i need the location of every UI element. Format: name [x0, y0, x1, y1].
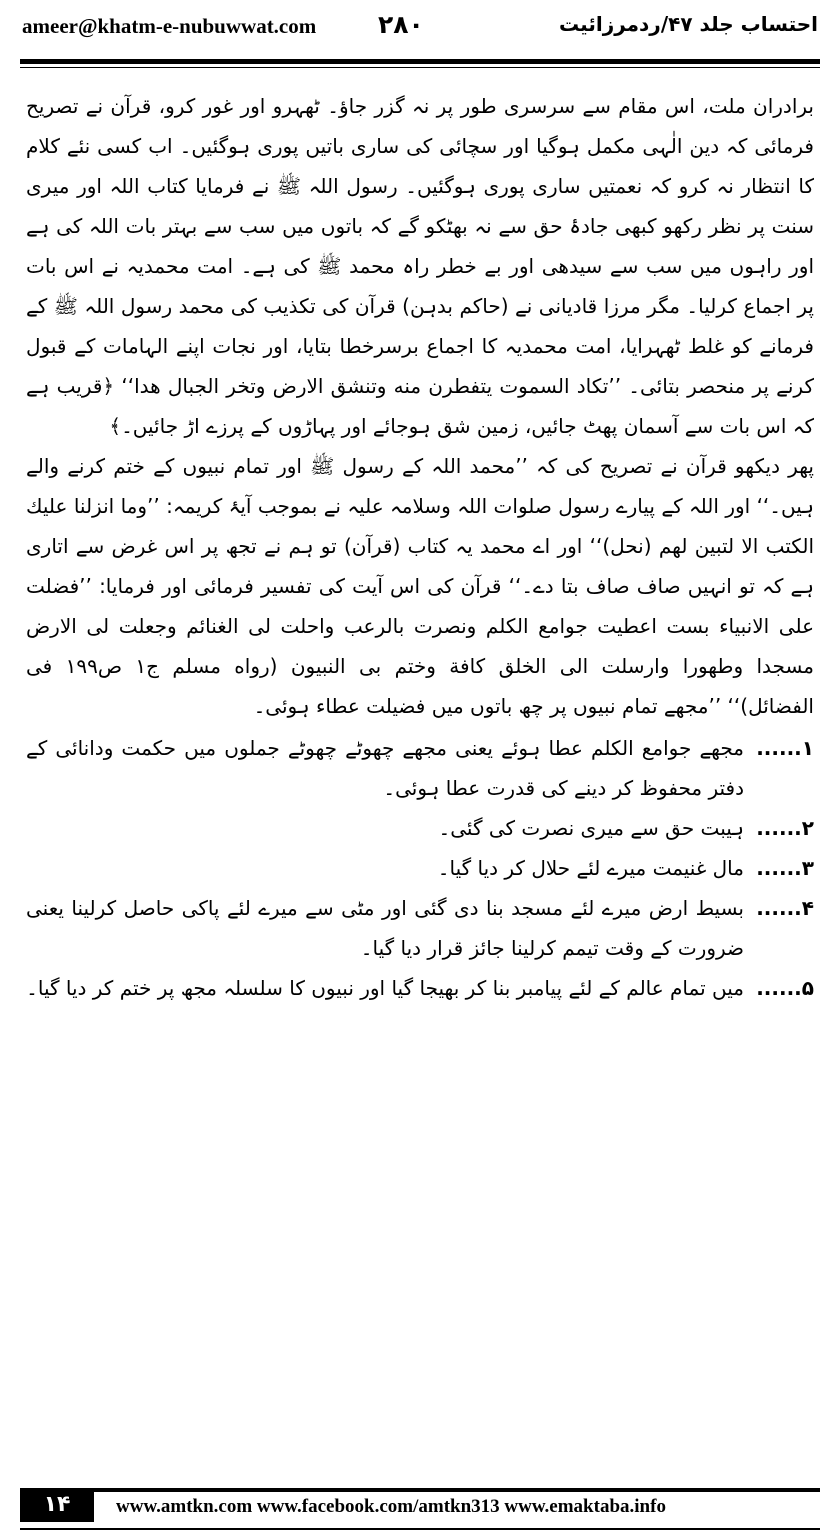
footer-rule-top — [94, 1488, 820, 1492]
page-header — [0, 0, 840, 64]
header-rule-thick — [20, 59, 820, 64]
page-footer — [0, 1482, 840, 1540]
list-item-number: ۲...... — [756, 816, 814, 840]
paragraph-1: برادران ملت، اس مقام سے سرسری طور پر نہ گزر جاؤ۔ ٹھہرو اور غور کرو، قرآن نے تصریح فرمائی کہ دین الٰہی مکمل ہوگیا اور سچائی کی ساری باتیں پوری ہوگئیں۔ اب کسی نئے کلام کا انتظار نہ کرو کہ نعمتیں ساری پوری ہوگئیں۔ رسول اللہ ﷺ نے فرمایا کتاب اللہ اور میری سنت پر نظر رکھو کبھی جادۂ حق سے نہ بھٹکو گے کہ باتوں میں سب سے بہتر بات اللہ کی ہے اور راہوں میں سب سے سیدھی اور بے خطر راہ محمد ﷺ کی ہے۔ امت محمدیہ نے اس بات پر اجماع کرلیا۔ مگر مرزا قادیانی نے (حاکم بدہن) قرآن کی تکذیب کی محمد رسول اللہ ﷺ کے فرمانے کو غلط ٹھہرایا، امت محمدیہ کا اجماع برسرخطا بتایا، اور نجات اپنے الہامات کے قبول کرنے پر منحصر بتائی۔ ’’تکاد السموت یتفطرن منه وتنشق الارض وتخر الجبال هدا‘‘ ﴿قریب ہے کہ اس بات سے آسمان پھٹ جائیں، زمین شق ہوجائے اور پہاڑوں کے پرزے اڑ جائیں۔﴾ — [26, 94, 814, 438]
list-item — [26, 848, 814, 888]
list-item — [26, 728, 814, 808]
header-rule-thin — [20, 67, 820, 68]
page-body — [26, 86, 814, 1482]
list-item-number: ۳...... — [756, 856, 814, 880]
header-email[interactable]: ameer@khatm-e-nubuwwat.com — [22, 14, 317, 38]
list-item — [26, 888, 814, 968]
list-item-text: میں تمام عالم کے لئے پیامبر بنا کر بھیجا گیا اور نبیوں کا سلسلہ مجھ پر ختم کر دیا گیا۔ — [26, 976, 744, 1000]
list-item-text: مال غنیمت میرے لئے حلال کر دیا گیا۔ — [437, 856, 744, 880]
list-item-number: ۱...... — [756, 736, 814, 760]
list-item-number: ۵...... — [756, 976, 814, 1000]
book-title: احتساب جلد ۴۷/ردمرزائیت — [559, 12, 818, 36]
list-item-text: مجھے جوامع الکلم عطا ہوئے یعنی مجھے چھوٹے چھوٹے جملوں میں حکمت ودانائی کے دفتر محفوظ کر دینے کی قدرت عطا ہوئی۔ — [26, 736, 744, 800]
numbered-list — [26, 728, 814, 1008]
footer-links[interactable]: www.amtkn.com www.facebook.com/amtkn313 www.emaktaba.info — [116, 1496, 666, 1517]
footer-rule-bottom — [20, 1528, 820, 1530]
list-item-number: ۴...... — [756, 896, 814, 920]
list-item — [26, 968, 814, 1008]
list-item — [26, 808, 814, 848]
paragraph-2: پھر دیکھو قرآن نے تصریح کی کہ ’’محمد اللہ کے رسول ﷺ اور تمام نبیوں کے ختم کرنے والے ہیں۔‘‘ اور اللہ کے پیارے رسول صلوات اللہ وسلامہ علیہ نے بموجب آیۂ کریمہ: ’’وما انزلنا علیك الكتب الا لتبين لهم (نحل)‘‘ اور اے محمد یہ کتاب (قرآن) تو ہم نے تجھ پر اس غرض سے اتاری ہے کہ تو انہیں صاف صاف بتا دے۔‘‘ قرآن کی اس آیت کی تفسیر فرمائی اور فرمایا: ’’فضلت علی الانبیاء بست اعطیت جوامع الكلم ونصرت بالرعب واحلت لی الغنائم وجعلت لی الارض مسجدا وطهورا وارسلت الی الخلق كافة وختم بی النبیون (رواه مسلم ج۱ ص۱۹۹ فی الفضائل)‘‘ ’’مجھے تمام نبیوں پر چھ باتوں میں فضیلت عطاء ہوئی۔ — [26, 454, 814, 718]
list-item-text: ہیبت حق سے میری نصرت کی گئی۔ — [438, 816, 744, 840]
page-number: ۲۸۰ — [378, 10, 424, 39]
footer-number-badge: ۱۴ — [20, 1488, 94, 1522]
list-item-text: بسیط ارض میرے لئے مسجد بنا دی گئی اور مٹی سے میرے لئے پاکی حاصل کرلینا یعنی ضرورت کے وقت تیمم کرلینا جائز قرار دیا گیا۔ — [26, 896, 744, 960]
